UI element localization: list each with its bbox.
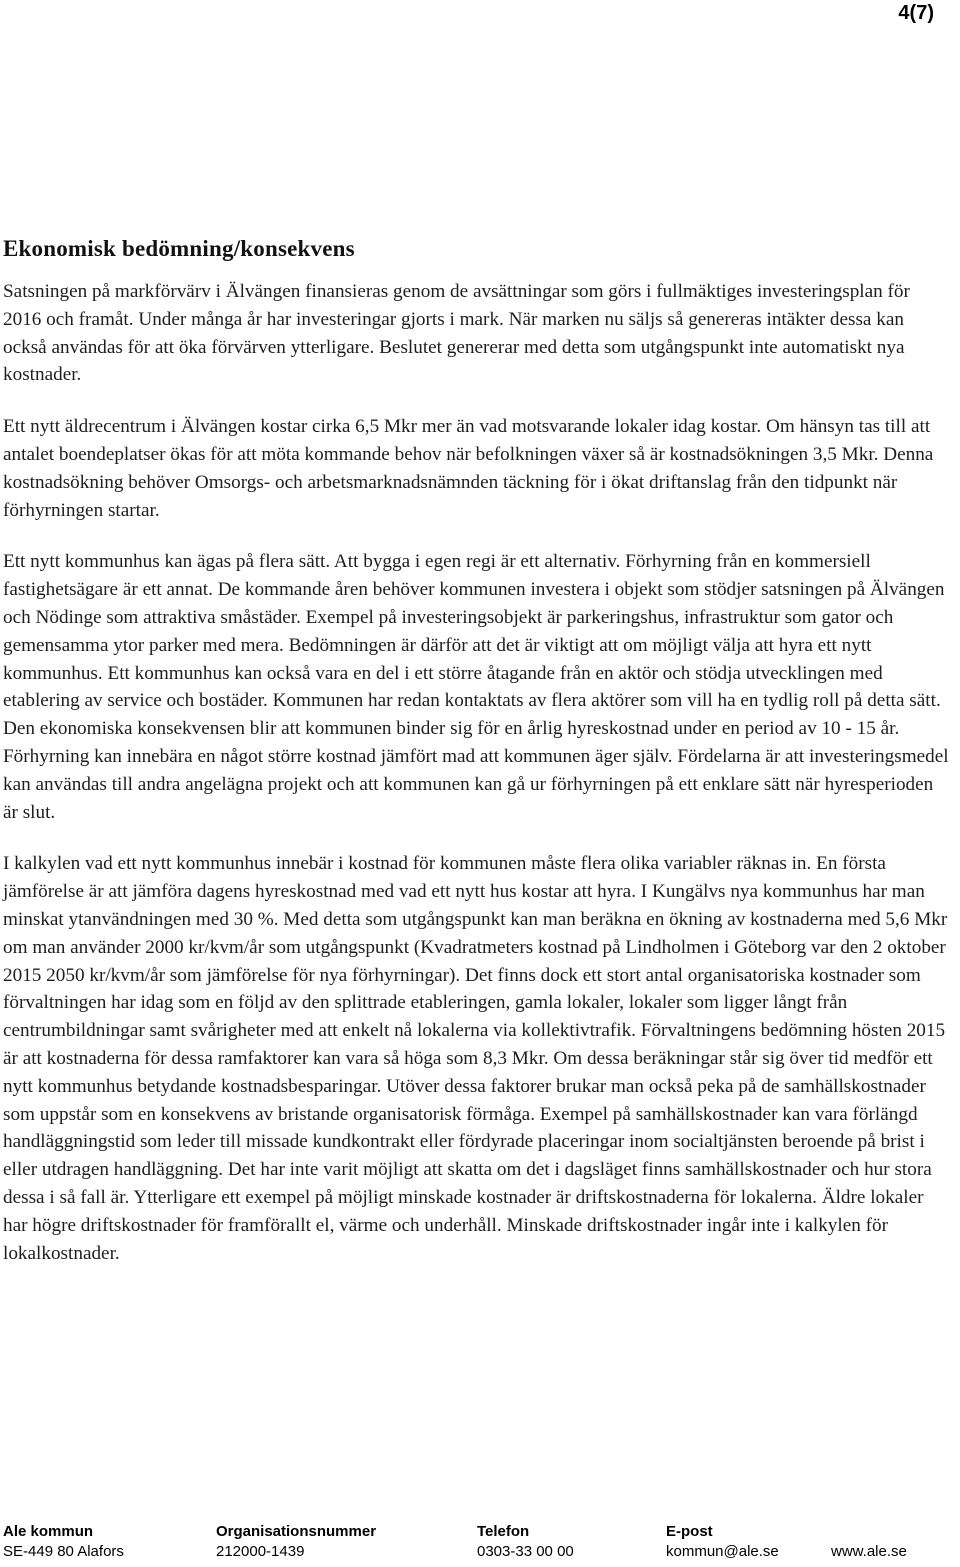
footer-phone	[477, 1522, 574, 1562]
footer-org-number-value: 212000-1439	[216, 1543, 305, 1560]
footer-phone-label: Telefon	[477, 1523, 530, 1540]
section-title: Ekonomisk bedömning/konsekvens	[3, 236, 355, 261]
footer-address: SE-449 80 Alafors	[3, 1543, 124, 1560]
footer-org-number	[216, 1522, 376, 1562]
footer-org-number-label: Organisationsnummer	[216, 1523, 377, 1540]
economic-assessment-section	[3, 236, 949, 1291]
footer-email-label: E-post	[666, 1523, 713, 1540]
paragraph-cost-calculation: I kalkylen vad ett nytt kommunhus innebär i kostnad för kommunen måste flera olika variabler räknas in. En första jämförelse är att jämföra dagens hyreskostnad med vad ett nytt hus kostar att hyra. I Kungälvs nya kommunhus har man minskat ytanvändningen med 30 %. Med detta som utgångspunkt kan man beräkna en ökning av kostnaderna med 5,6 Mkr om man använder 2000 kr/kvm/år som utgångspunkt (Kvadratmeters kostnad på Lindholmen i Göteborg var den 2 oktober 2015 2050 kr/kvm/år som jämförelse för nya förhyrningar). Det finns dock ett stort antal organisatoriska kostnader som förvaltningen har idag som en följd av den splittrade etableringen, gamla lokaler, lokaler som ligger långt från centrumbildningar samt svårigheter med att enkelt nå lokalerna via kollektivtrafik. Förvaltningens bedömning hösten 2015 är att kostnaderna för dessa ramfaktorer kan vara så höga som 8,3 Mkr. Om dessa beräkningar står sig över tid medför ett nytt kommunhus betydande kostnadsbesparingar. Utöver dessa faktorer brukar man också peka på de samhällskostnader som uppstår som en konsekvens av bristande organisatorisk förmåga. Exempel på samhällskostnader kan vara förlängd handläggningstid som leder till missade kundkontrakt eller fördyrade placeringar inom socialtjänsten beroende på brist i eller utdragen handläggning. Det har inte varit möjligt att skatta om det i dagsläget finns samhällskostnader och hur stora dessa i så fall är. Ytterligare ett exempel på möjligt minskade kostnader är driftskostnaderna för lokalerna. Äldre lokaler har högre driftskostnader för framförallt el, värme och underhåll. Minskade driftskostnader ingår inte i kalkylen för lokalkostnader.	[3, 853, 948, 1264]
footer-org-name: Ale kommun	[3, 1523, 94, 1540]
page-number: 4(7)	[898, 2, 934, 24]
footer-website-link[interactable]: www.ale.se	[831, 1543, 907, 1560]
footer-email-link[interactable]: kommun@ale.se	[666, 1543, 779, 1560]
paragraph-elderly-center: Ett nytt äldrecentrum i Älvängen kostar cirka 6,5 Mkr mer än vad motsvarande lokaler idag kostar. Om hänsyn tas till att antalet boendeplatser ökas för att möta kommande behov när befolkningen växer så är kostnadsökningen 3,5 Mkr. Denna kostnadsökning behöver Omsorgs- och arbetsmarknadsnämnden täckning för i ökat driftanslag från den tidpunkt när förhyrningen startar.	[3, 416, 934, 521]
footer-organization	[3, 1522, 124, 1562]
paragraph-municipal-building: Ett nytt kommunhus kan ägas på flera sätt. Att bygga i egen regi är ett alternativ. Förhyrning från en kommersiell fastighetsägare är ett annat. De kommande åren behöver kommunen investera i objekt som stödjer satsningen på Älvängen och Nödinge som attraktiva småstäder. Exempel på investeringsobjekt är parkeringshus, infrastruktur som gator och gemensamma ytor parker med mera. Bedömningen är därför att det är viktigt att om möjligt välja att hyra ett nytt kommunhus. Ett kommunhus kan också vara en del i ett större åtagande från en aktör och stödja utvecklingen med etablering av service och bostäder. Kommunen har redan kontaktats av flera aktörer som vill ha en tydlig roll på detta sätt. Den ekonomiska konsekvensen blir att kommunen binder sig för en årlig hyreskostnad under en period av 10 - 15 år. Förhyrning kan innebära en något större kostnad jämfört mad att kommunen äger själv. Fördelarna är att investeringsmedel kan användas till andra angelägna projekt och att kommunen kan gå ur förhyrningen på ett enklare sätt när hyresperioden är slut.	[3, 551, 949, 823]
paragraph-land-acquisition: Satsningen på markförvärv i Älvängen finansieras genom de avsättningar som görs i fullmäktiges investeringsplan för 2016 och framåt. Under många år har investeringar gjorts i mark. När marken nu säljs så genereras intäkter dessa kan också användas för att öka förvärven ytterligare. Beslutet genererar med detta som utgångspunkt inte automatiskt nya kostnader.	[3, 281, 910, 386]
footer-phone-value: 0303-33 00 00	[477, 1543, 574, 1560]
footer-email	[666, 1522, 779, 1562]
page-footer	[3, 1522, 955, 1562]
